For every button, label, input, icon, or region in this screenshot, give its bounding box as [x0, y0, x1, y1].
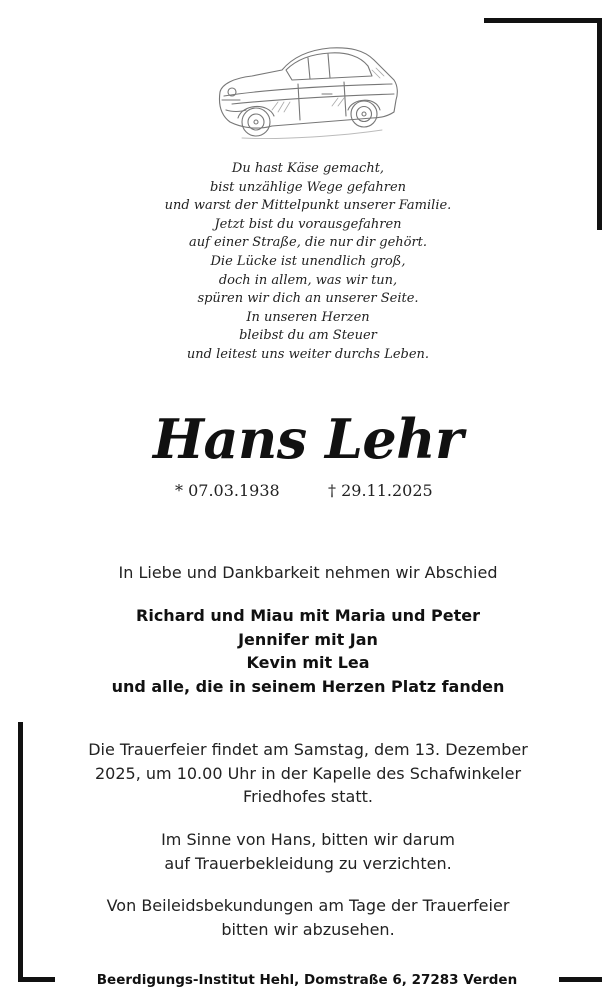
memorial-poem — [0, 160, 616, 365]
attire-line: auf Trauerbekleidung zu verzichten. — [164, 853, 452, 873]
funeral-home-footer: Beerdigungs-Institut Hehl, Domstraße 6, 27283 Verden — [96, 972, 518, 988]
attire-line: Im Sinne von Hans, bitten wir darum — [161, 830, 455, 849]
service-info — [0, 738, 616, 809]
condolence-line: Von Beileidsbekundungen am Tage der Trauerfeier — [106, 896, 510, 915]
deceased-name: Hans Lehr — [152, 407, 463, 471]
service-line: Die Trauerfeier findet am Samstag, dem 13. Dezember — [88, 740, 528, 759]
farewell-line: In Liebe und Dankbarkeit nehmen wir Abschied — [118, 563, 498, 582]
birth-date: * 07.03.1938 — [175, 481, 280, 500]
poem-line: doch in allem, was wir tun, — [218, 272, 398, 288]
death-date: † 29.11.2025 — [328, 481, 433, 500]
attire-request — [0, 828, 616, 875]
poem-line: Du hast Käse gemacht, — [231, 161, 385, 176]
condolence-note — [0, 894, 616, 941]
poem-line: In unseren Herzen — [246, 309, 370, 325]
poem-line: und leitest uns weiter durchs Leben. — [186, 346, 430, 362]
poem-line: Jetzt bist du vorausgefahren — [214, 216, 402, 232]
family-line: Kevin mit Lea — [246, 653, 370, 672]
service-line: 2025, um 10.00 Uhr in der Kapelle des Schafwinkeler — [94, 763, 522, 783]
frame-corner-top-horizontal — [484, 18, 602, 23]
poem-line: bleibst du am Steuer — [239, 328, 377, 344]
family-line: und alle, die in seinem Herzen Platz fanden — [111, 676, 505, 696]
frame-bottom-left-line — [18, 977, 55, 982]
poem-line: auf einer Straße, die nur dir gehört. — [188, 235, 428, 251]
condolence-line: bitten wir abzusehen. — [221, 919, 395, 939]
poem-line: spüren wir dich an unserer Seite. — [197, 291, 419, 307]
poem-line: bist unzählige Wege gefahren — [209, 179, 407, 195]
family-list — [0, 604, 616, 698]
classic-car-icon — [212, 40, 402, 150]
family-line: Jennifer mit Jan — [238, 629, 378, 649]
poem-line: und warst der Mittelpunkt unserer Familie. — [164, 198, 452, 214]
frame-bottom-right-line — [559, 977, 602, 982]
family-line: Richard und Miau mit Maria und Peter — [136, 606, 480, 625]
poem-line: Die Lücke ist unendlich groß, — [210, 253, 406, 269]
service-line: Friedhofes statt. — [243, 787, 373, 806]
